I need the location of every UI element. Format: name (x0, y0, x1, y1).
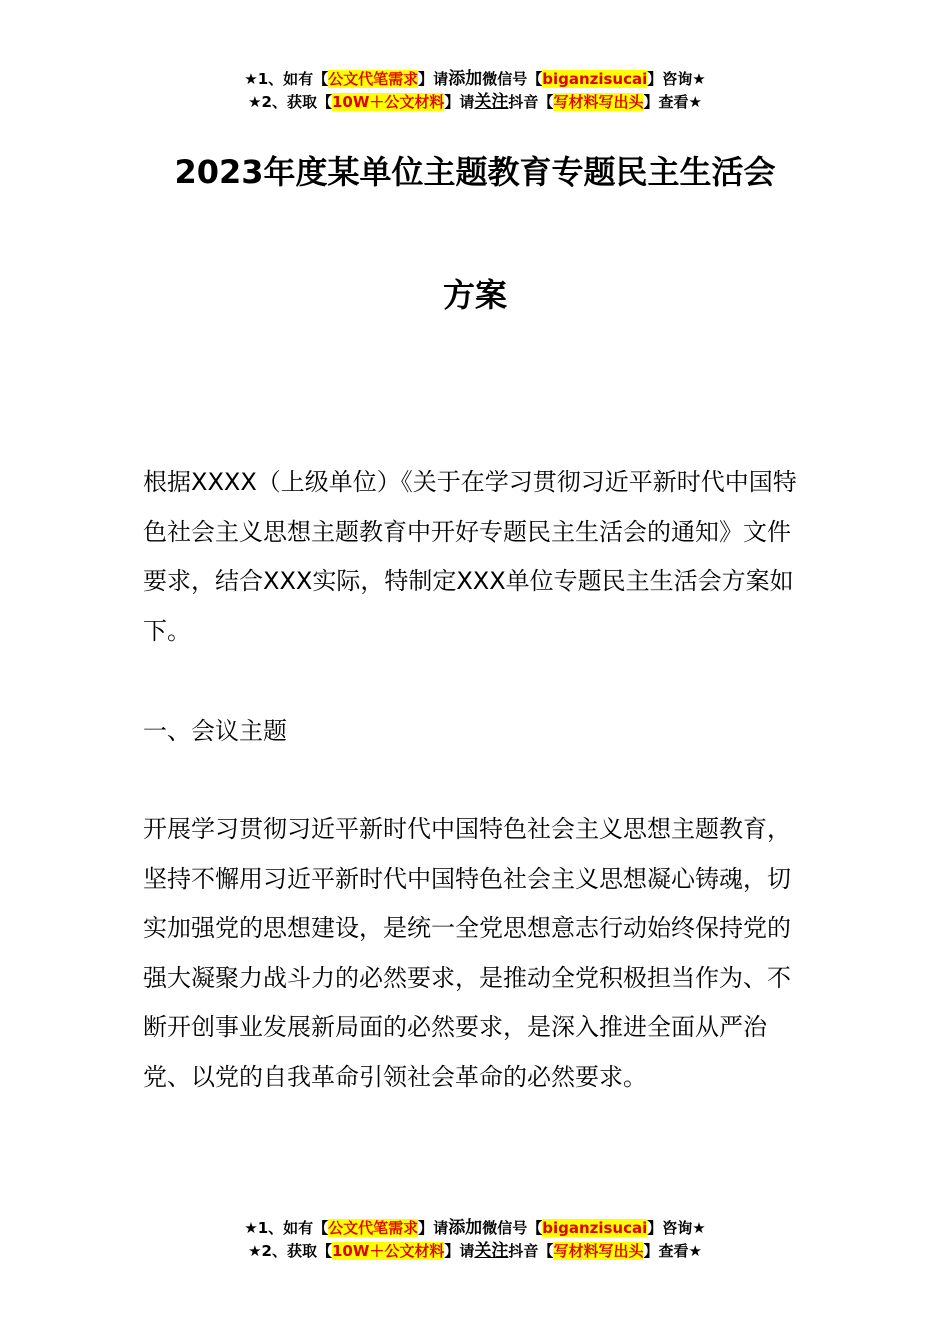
notice-highlight-douyin-account: 写材料写出头 (553, 1242, 644, 1260)
notice-highlight-materials: 10W＋公文材料 (331, 93, 445, 111)
notice-highlight-materials: 10W＋公文材料 (331, 1242, 445, 1260)
notice-highlight-douyin-account: 写材料写出头 (553, 93, 644, 111)
notice-line-2: ★2、获取【10W＋公文材料】请关注抖音【写材料写出头】查看★ (248, 92, 702, 112)
notice-line-2: ★2、获取【10W＋公文材料】请关注抖音【写材料写出头】查看★ (248, 1241, 702, 1261)
document-title-line-2: 方案 (442, 276, 507, 314)
header-notice (0, 68, 950, 114)
footer-notice (0, 1217, 950, 1263)
notice-line-1: ★1、如有【公文代笔需求】请添加微信号【biganzisucai】咨询★ (244, 69, 706, 89)
section-heading-meeting-theme: 一、会议主题 (143, 717, 287, 745)
notice-line-1: ★1、如有【公文代笔需求】请添加微信号【biganzisucai】咨询★ (244, 1218, 706, 1238)
section-body-meeting-theme: 开展学习贯彻习近平新时代中国特色社会主义思想主题教育，坚持不懈用习近平新时代中国特色社会主义思想凝心铸魂，切实加强党的思想建设，是统一全党思想意志行动始终保持党的强大凝聚力战斗力的必然要求，是推动全党积极担当作为、不断开创事业发展新局面的必然要求，是深入推进全面从严治党、以党的自我革命引领社会革命的必然要求。 (143, 815, 791, 1091)
intro-paragraph: 根据XXXX（上级单位）《关于在学习贯彻习近平新时代中国特色社会主义思想主题教育中开好专题民主生活会的通知》文件要求，结合XXX实际，特制定XXX单位专题民主生活会方案如下。 (143, 468, 797, 645)
notice-highlight-writing-service: 公文代笔需求 (328, 70, 419, 88)
document-title-line-1: 2023年度某单位主题教育专题民主生活会 (174, 153, 776, 191)
notice-highlight-writing-service: 公文代笔需求 (328, 1219, 419, 1237)
notice-highlight-wechat-id: biganzisucai (542, 70, 648, 88)
notice-highlight-wechat-id: biganzisucai (542, 1219, 648, 1237)
